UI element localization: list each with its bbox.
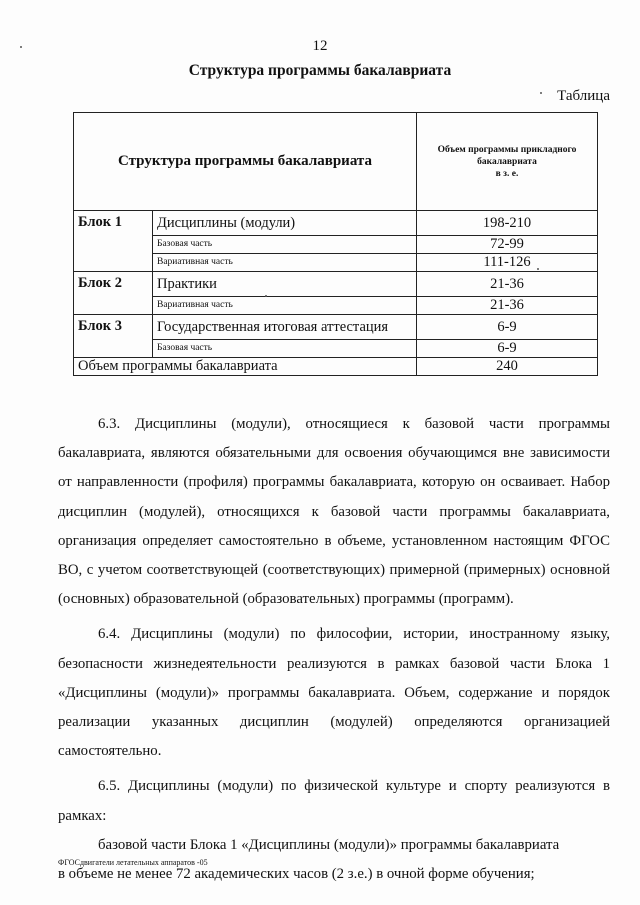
footer-note: ФГОСдвигатели летательных аппаратов -05 [58,858,208,867]
table-row [74,297,598,315]
row-value: 6-9 [417,315,598,340]
row-name: Базовая часть [153,340,417,358]
header-volume-line: Объем программы прикладного [437,144,577,155]
paragraph: базовой части Блока 1 «Дисциплины (модули)» программы бакалавриата [98,836,560,853]
table-row [74,315,598,340]
table-row [74,211,598,236]
row-value: 111-126 [417,254,598,272]
header-volume-line: в з. е. [495,168,519,179]
block-label: Блок 2 [74,272,153,315]
header-volume-line: бакалавриата [477,156,537,167]
row-name: Государственная итоговая аттестация [153,315,417,340]
structure-table [73,112,598,376]
paragraph: 6.3. Дисциплины (модули), относящиеся к базовой части программы бакалавриата, являются обязательными для освоения обучающимся вне зависимости от направленности (профиля) программы бакалавриата, которую он осваивает. Набор дисциплин (модулей), относящихся к базовой части программы бакалавриата, организация определяет самостоятельно в объеме, установленном настоящим ФГОС ВО, с учетом соответствующей (соответствующих) примерной (примерных) основной (основных) образовательной (образовательных) программы (программ). [58,416,610,608]
table-row [74,272,598,297]
block-label: Блок 1 [74,211,153,272]
table-header-structure: Структура программы бакалавриата [74,113,417,211]
body-text [58,410,610,889]
row-value: 6-9 [417,340,598,358]
paragraph: 6.5. Дисциплины (модули) по физической культуре и спорту реализуются в рамках: [58,778,610,824]
page-title: Структура программы бакалавриата [188,62,452,79]
scan-speck [20,46,22,48]
table-header-row [74,113,598,211]
block-label: Блок 3 [74,315,153,358]
paragraph: в объеме не менее 72 академических часов (2 з.е.) в очной форме обучения; [58,866,535,883]
row-value: 72-99 [417,236,598,254]
total-value: 240 [417,358,598,376]
row-value: 21-36 [417,272,598,297]
row-name: Базовая часть [153,236,417,254]
row-name: Вариативная часть [153,254,417,272]
table-label: Таблица [557,88,610,104]
scan-speck [537,268,539,270]
table-row [74,340,598,358]
paragraph: 6.4. Дисциплины (модули) по философии, истории, иностранному языку, безопасности жизнедеятельности реализуются в рамках базовой части Блока 1 «Дисциплины (модули)» программы бакалавриата. Объем, содержание и порядок реализации указанных дисциплин (модулей) определяются организацией самостоятельно. [58,626,610,760]
table-row [74,254,598,272]
table-row [74,236,598,254]
page-number: 12 [312,38,328,54]
table-total-row [74,358,598,376]
row-name: Дисциплины (модули) [153,211,417,236]
row-value: 21-36 [417,297,598,315]
row-name: Вариативная часть [153,297,417,315]
row-name: Практики [153,272,417,297]
row-value: 198-210 [417,211,598,236]
scan-speck [540,92,542,94]
scan-speck [265,295,267,297]
table-header-volume [417,113,598,211]
total-label: Объем программы бакалавриата [74,358,417,376]
